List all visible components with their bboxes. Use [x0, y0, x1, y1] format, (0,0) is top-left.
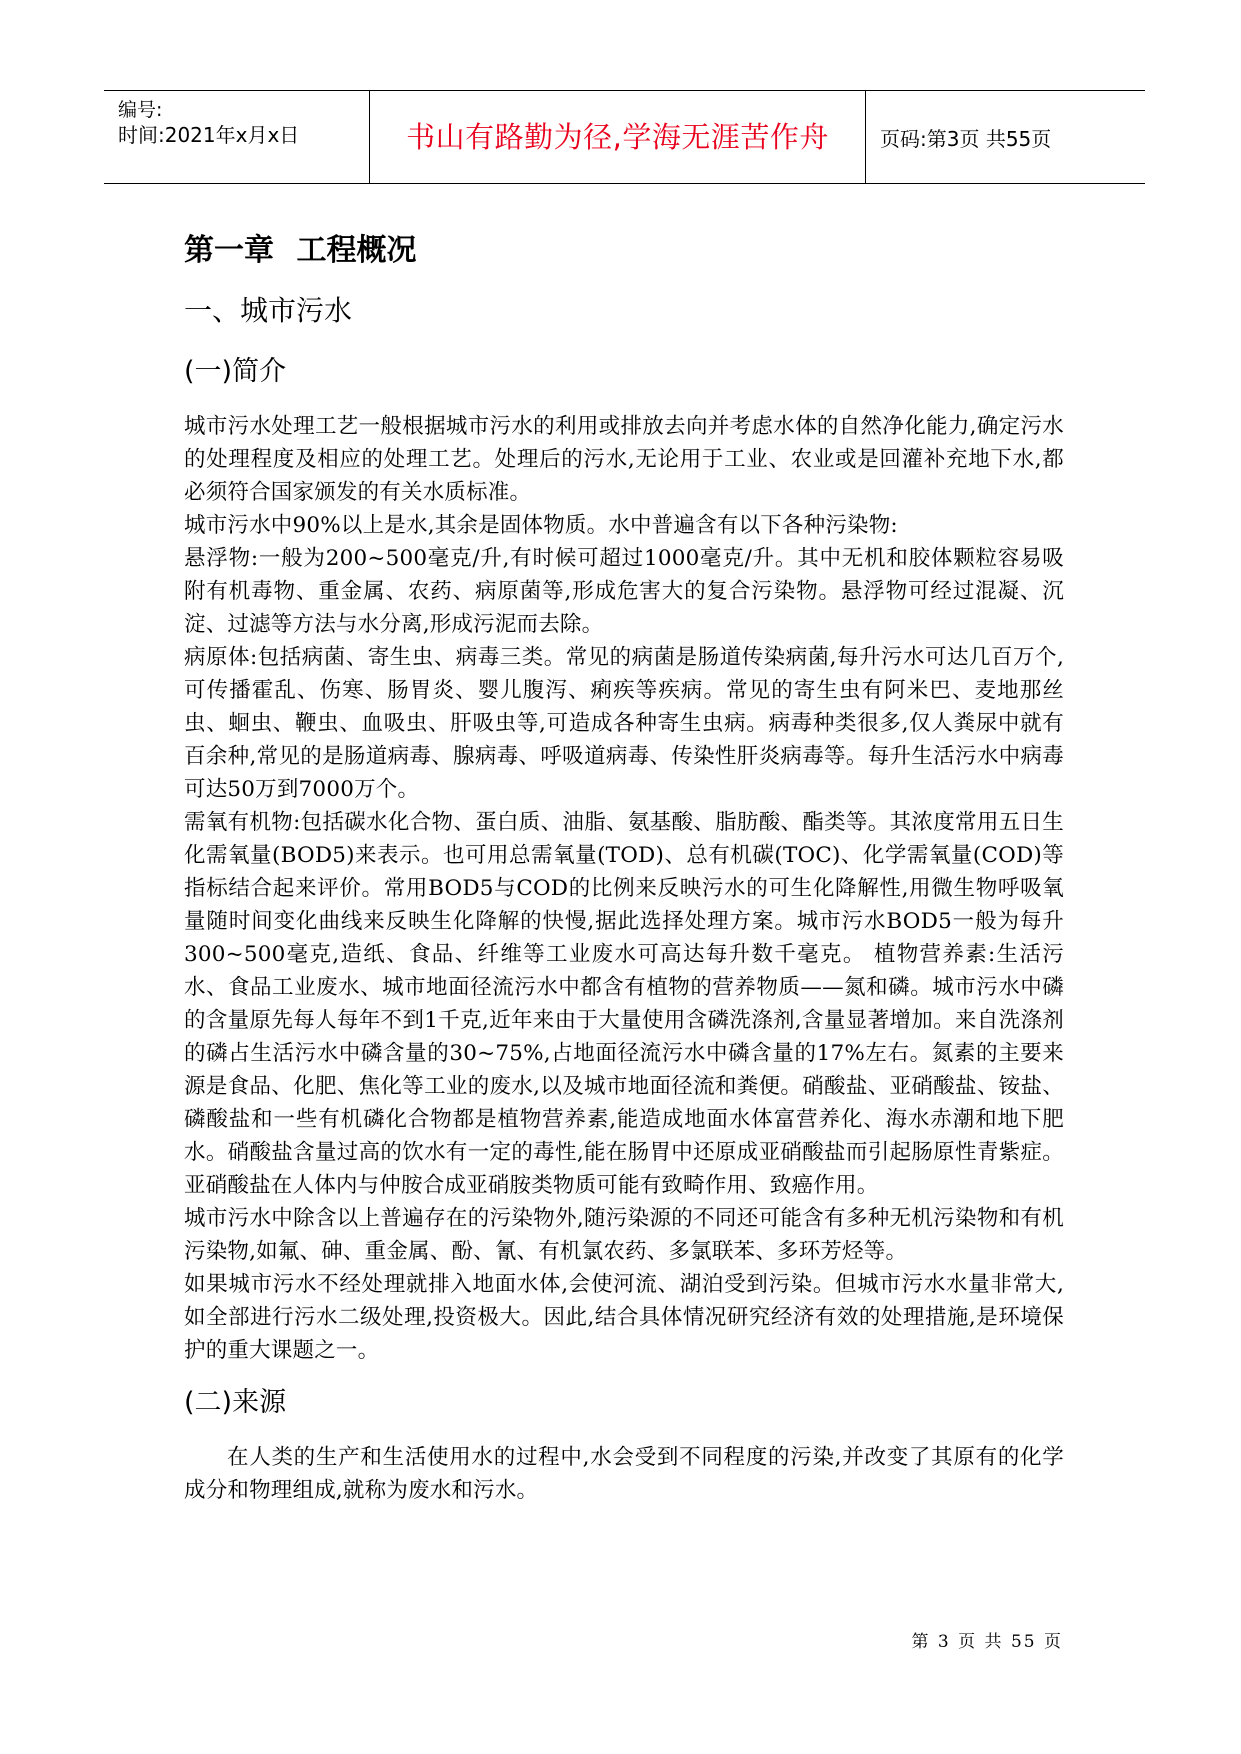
document-time-label: 时间:2021年x月x日	[118, 123, 300, 147]
intro-paragraph: 城市污水处理工艺一般根据城市污水的利用或排放去向并考虑水体的自然净化能力,确定污水的处理程度及相应的处理工艺。处理后的污水,无论用于工业、农业或是回灌补充地下水,都必须符合国家颁发的有关水质标准。	[184, 414, 1064, 505]
intro-paragraph: 悬浮物:一般为200~500毫克/升,有时候可超过1000毫克/升。其中无机和胶体颗粒容易吸附有机毒物、重金属、农药、病原菌等,形成危害大的复合污染物。悬浮物可经过混凝、沉淀、过滤等方法与水分离,形成污泥而去除。	[184, 546, 1064, 637]
intro-heading: (一)简介	[184, 356, 287, 387]
source-heading: (二)来源	[184, 1387, 287, 1418]
document-number-label: 编号:	[118, 99, 163, 121]
intro-paragraph: 城市污水中90%以上是水,其余是固体物质。水中普遍含有以下各种污染物:	[184, 513, 898, 538]
header-left-cell	[104, 91, 369, 183]
section-title: 一、城市污水	[184, 294, 353, 327]
document-body	[184, 210, 1064, 1507]
source-paragraph: 在人类的生产和生活使用水的过程中,水会受到不同程度的污染,并改变了其原有的化学成分和物理组成,就称为废水和污水。	[184, 1445, 1064, 1503]
page-header	[104, 90, 1145, 184]
intro-paragraph: 需氧有机物:包括碳水化合物、蛋白质、油脂、氨基酸、脂肪酸、酯类等。其浓度常用五日生化需氧量(BOD5)来表示。也可用总需氧量(TOD)、总有机碳(TOC)、化学需氧量(COD)等指标结合起来评价。常用BOD5与COD的比例来反映污水的可生化降解性,用微生物呼吸氧量随时间变化曲线来反映生化降解的快慢,据此选择处理方案。城市污水BOD5一般为每升300~500毫克,造纸、食品、纤维等工业废水可高达每升数千毫克。 植物营养素:生活污水、食品工业废水、城市地面径流污水中都含有植物的营养物质——氮和磷。城市污水中磷的含量原先每人每年不到1千克,近年来由于大量使用含磷洗涤剂,含量显著增加。来自洗涤剂的磷占生活污水中磷含量的30~75%,占地面径流污水中磷含量的17%左右。氮素的主要来源是食品、化肥、焦化等工业的废水,以及城市地面径流和粪便。硝酸盐、亚硝酸盐、铵盐、磷酸盐和一些有机磷化合物都是植物营养素,能造成地面水体富营养化、海水赤潮和地下肥水。硝酸盐含量过高的饮水有一定的毒性,能在肠胃中还原成亚硝酸盐而引起肠原性青紫症。亚硝酸盐在人体内与仲胺合成亚硝胺类物质可能有致畸作用、致癌作用。	[184, 810, 1064, 1198]
intro-paragraph: 病原体:包括病菌、寄生虫、病毒三类。常见的病菌是肠道传染病菌,每升污水可达几百万个,可传播霍乱、伤寒、肠胃炎、婴儿腹泻、痢疾等疾病。常见的寄生虫有阿米巴、麦地那丝虫、蛔虫、鞭虫、血吸虫、肝吸虫等,可造成各种寄生虫病。病毒种类很多,仅人粪尿中就有百余种,常见的是肠道病毒、腺病毒、呼吸道病毒、传染性肝炎病毒等。每升生活污水中病毒可达50万到7000万个。	[184, 645, 1064, 802]
header-motto: 书山有路勤为径,学海无涯苦作舟	[406, 120, 829, 154]
header-center-cell	[369, 91, 866, 183]
chapter-title: 第一章 工程概况	[184, 233, 417, 268]
header-right-cell	[866, 91, 1145, 183]
intro-paragraph: 城市污水中除含以上普遍存在的污染物外,随污染源的不同还可能含有多种无机污染物和有机污染物,如氟、砷、重金属、酚、氰、有机氯农药、多氯联苯、多环芳烃等。	[184, 1206, 1064, 1264]
page-footer: 第 3 页 共 55 页	[911, 1632, 1063, 1652]
header-page-code: 页码:第3页 共55页	[880, 127, 1052, 151]
intro-paragraph: 如果城市污水不经处理就排入地面水体,会使河流、湖泊受到污染。但城市污水水量非常大,如全部进行污水二级处理,投资极大。因此,结合具体情况研究经济有效的处理措施,是环境保护的重大课题之一。	[184, 1272, 1064, 1363]
